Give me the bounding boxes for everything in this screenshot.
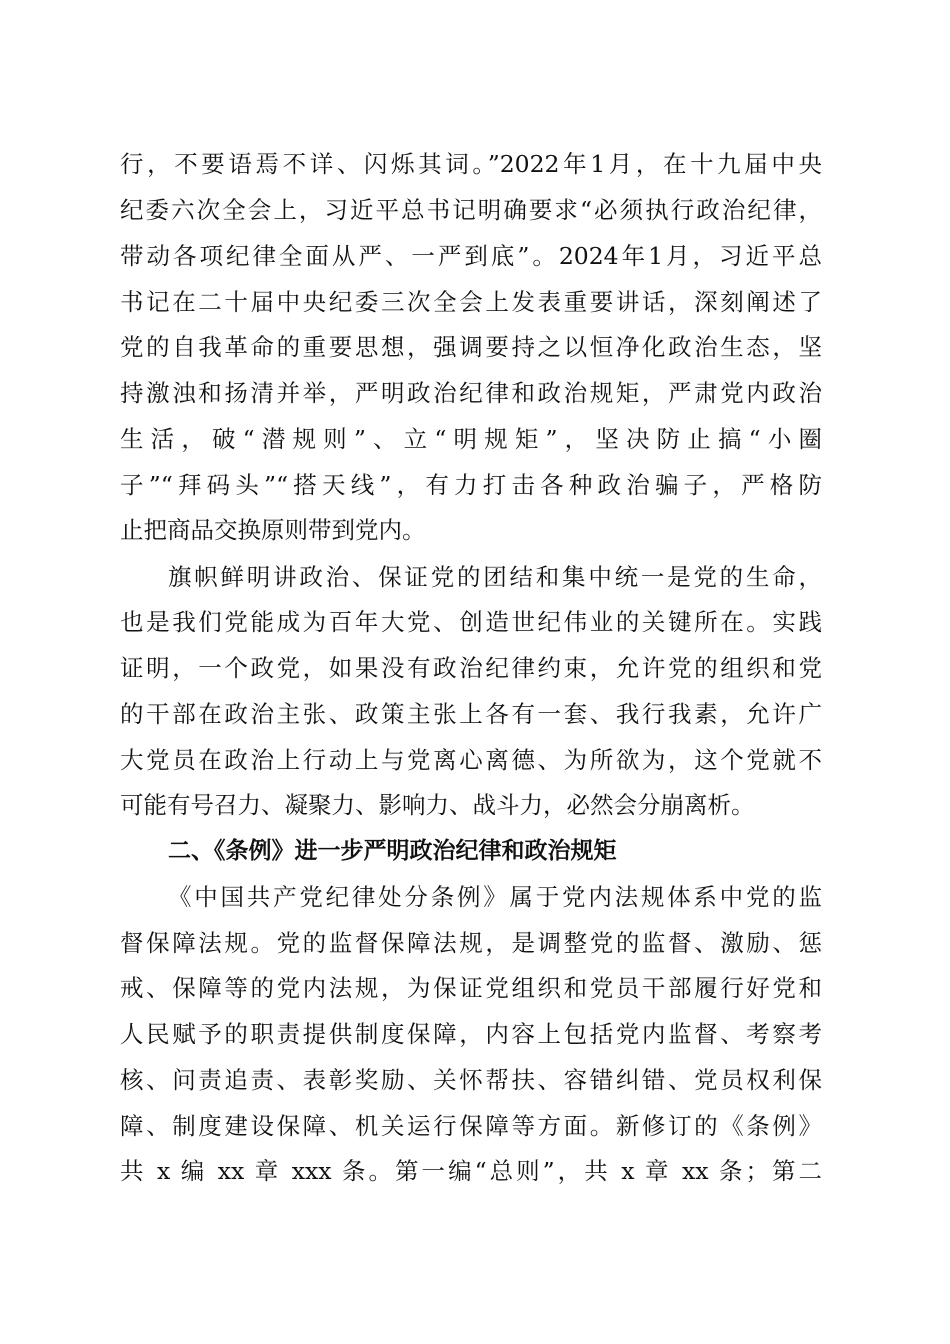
paragraph-first-line: 旗帜鲜明讲政治、保证党的团结和集中统一是党的生命， — [168, 563, 822, 591]
text-line: 党的自我革命的重要思想，强调要持之以恒净化政治生态，坚 — [120, 333, 822, 361]
text-line: 子”“拜码头”“搭天线”，有力打击各种政治骗子，严格防 — [120, 471, 822, 499]
text-line: 人民赋予的职责提供制度保障，内容上包括党内监督、考察考 — [120, 1020, 822, 1048]
text-line: 共 x 编 xx 章 xxx 条。第一编“总则”，共 x 章 xx 条；第二 — [120, 1157, 822, 1185]
text-line: 可能有号召力、凝聚力、影响力、战斗力，必然会分崩离析。 — [120, 791, 755, 819]
text-line: 带动各项纪律全面从严、一严到底”。2024年1月，习近平总 — [120, 242, 822, 270]
paragraph-first-line: 《中国共产党纪律处分条例》属于党内法规体系中党的监 — [168, 883, 822, 911]
text-line: 督保障法规。党的监督保障法规，是调整党的监督、激励、惩 — [120, 929, 822, 957]
text-line: 戒、保障等的党内法规，为保证党组织和党员干部履行好党和 — [120, 974, 822, 1002]
text-line: 也是我们党能成为百年大党、创造世纪伟业的关键所在。实践 — [120, 608, 822, 636]
text-line: 持激浊和扬清并举，严明政治纪律和政治规矩，严肃党内政治 — [120, 379, 822, 407]
text-line: 书记在二十届中央纪委三次全会上发表重要讲话，深刻阐述了 — [120, 288, 822, 316]
text-line: 生活，破“潜规则”、立“明规矩”，坚决防止搞“小圈 — [120, 425, 822, 453]
section-heading: 二、《条例》进一步严明政治纪律和政治规矩 — [168, 838, 617, 864]
text-line: 障、制度建设保障、机关运行保障等方面。新修订的《条例》 — [120, 1112, 822, 1140]
text-line: 的干部在政治主张、政策主张上各有一套、我行我素，允许广 — [120, 700, 822, 728]
text-line: 行，不要语焉不详、闪烁其词。”2022年1月，在十九届中央 — [120, 150, 822, 178]
text-line: 止把商品交换原则带到党内。 — [120, 516, 426, 544]
text-line: 大党员在政治上行动上与党离心离德、为所欲为，这个党就不 — [120, 746, 822, 774]
text-line: 核、问责追责、表彰奖励、关怀帮扶、容错纠错、党员权利保 — [120, 1066, 822, 1094]
text-line: 证明，一个政党，如果没有政治纪律约束，允许党的组织和党 — [120, 654, 822, 682]
text-line: 纪委六次全会上，习近平总书记明确要求“必须执行政治纪律， — [120, 196, 822, 224]
